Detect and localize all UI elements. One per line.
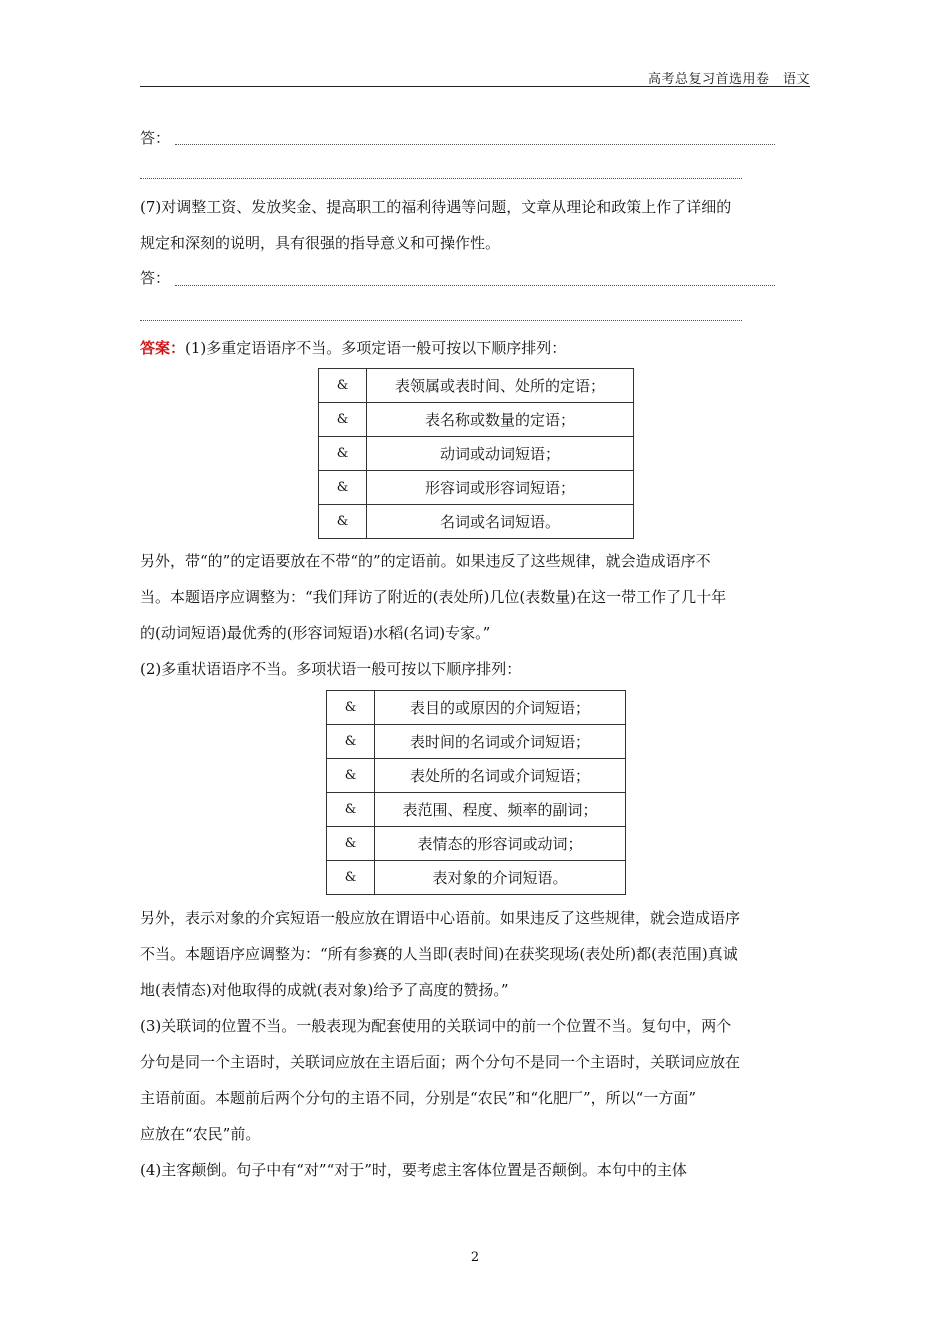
table-row	[319, 369, 634, 403]
row-symbol: &	[327, 725, 375, 759]
answer-p1-after-3: 的(动词短语)最优秀的(形容词短语)水稻(名词)专家。”	[140, 624, 491, 642]
table-row	[327, 861, 626, 895]
answer-p1-after-1: 另外，带“的”的定语要放在不带“的”的定语前。如果违反了这些规律，就会造成语序不	[140, 552, 711, 570]
adverbial-order-table	[326, 690, 626, 895]
answer-p1-after-2: 当。本题语序应调整为：“我们拜访了附近的(表处所)几位(表数量)在这一带工作了几十年	[140, 588, 727, 606]
row-text: 表领属或表时间、处所的定语；	[367, 369, 634, 403]
table-row	[327, 725, 626, 759]
answer-p2-after-3: 地(表情态)对他取得的成就(表对象)给予了高度的赞扬。”	[140, 981, 509, 999]
row-text: 形容词或形容词短语；	[367, 471, 634, 505]
answer-p3-line1: (3)关联词的位置不当。一般表现为配套使用的关联词中的前一个位置不当。复句中，两个	[140, 1017, 732, 1035]
row-symbol: &	[319, 369, 367, 403]
answer-p2-intro: (2)多重状语语序不当。多项状语一般可按以下顺序排列：	[140, 660, 522, 678]
answer-p3-line2: 分句是同一个主语时，关联词应放在主语后面；两个分句不是同一个主语时，关联词应放在	[140, 1053, 741, 1071]
answer-p3-line4: 应放在“农民”前。	[140, 1125, 261, 1143]
row-symbol: &	[327, 793, 375, 827]
answer-line	[175, 285, 775, 286]
row-text: 表情态的形容词或动词；	[375, 827, 626, 861]
page-number: 2	[470, 1250, 480, 1265]
answer-p3-line3: 主语前面。本题前后两个分句的主语不同，分别是“农民”和“化肥厂”，所以“一方面”	[140, 1089, 697, 1107]
row-text: 表处所的名词或介词短语；	[375, 759, 626, 793]
row-symbol: &	[327, 691, 375, 725]
row-text: 表名称或数量的定语；	[367, 403, 634, 437]
table-row	[319, 505, 634, 539]
row-symbol: &	[319, 471, 367, 505]
answer-label-2: 答：	[140, 269, 171, 287]
row-text: 表目的或原因的介词短语；	[375, 691, 626, 725]
question-7-line1: (7)对调整工资、发放奖金、提高职工的福利待遇等问题，文章从理论和政策上作了详细的	[140, 198, 732, 216]
row-symbol: &	[327, 759, 375, 793]
table-row	[319, 437, 634, 471]
answer-key-label: 答案：	[140, 339, 186, 357]
row-text: 表对象的介词短语。	[375, 861, 626, 895]
table-row	[319, 471, 634, 505]
answer-line	[140, 178, 742, 179]
answer-p4-line1: (4)主客颠倒。句子中有“对”“对于”时，要考虑主客体位置是否颠倒。本句中的主体	[140, 1161, 687, 1179]
answer-label-1: 答：	[140, 129, 171, 147]
attribute-order-table	[318, 368, 634, 539]
row-symbol: &	[319, 403, 367, 437]
page-header	[140, 68, 810, 87]
table-row	[327, 691, 626, 725]
row-text: 表时间的名词或介词短语；	[375, 725, 626, 759]
row-text: 动词或动词短语；	[367, 437, 634, 471]
question-7-line2: 规定和深刻的说明，具有很强的指导意义和可操作性。	[140, 234, 501, 252]
table-row	[327, 759, 626, 793]
table-row	[327, 793, 626, 827]
row-symbol: &	[319, 437, 367, 471]
answer-p2-after-1: 另外，表示对象的介宾短语一般应放在谓语中心语前。如果违反了这些规律，就会造成语序	[140, 909, 741, 927]
table-row	[327, 827, 626, 861]
table-row	[319, 403, 634, 437]
answer-line	[175, 144, 775, 145]
answer-p1-intro: 答案：(1)多重定语语序不当。多项定语一般可按以下顺序排列：	[140, 339, 567, 357]
answer-line	[140, 320, 742, 321]
row-text: 表范围、程度、频率的副词；	[375, 793, 626, 827]
row-text: 名词或名词短语。	[367, 505, 634, 539]
header-title: 高考总复习首选用卷 语文	[647, 72, 810, 87]
row-symbol: &	[327, 827, 375, 861]
row-symbol: &	[319, 505, 367, 539]
answer-p2-after-2: 不当。本题语序应调整为：“所有参赛的人当即(表时间)在获奖现场(表处所)都(表范围)真诚	[140, 945, 738, 963]
row-symbol: &	[327, 861, 375, 895]
